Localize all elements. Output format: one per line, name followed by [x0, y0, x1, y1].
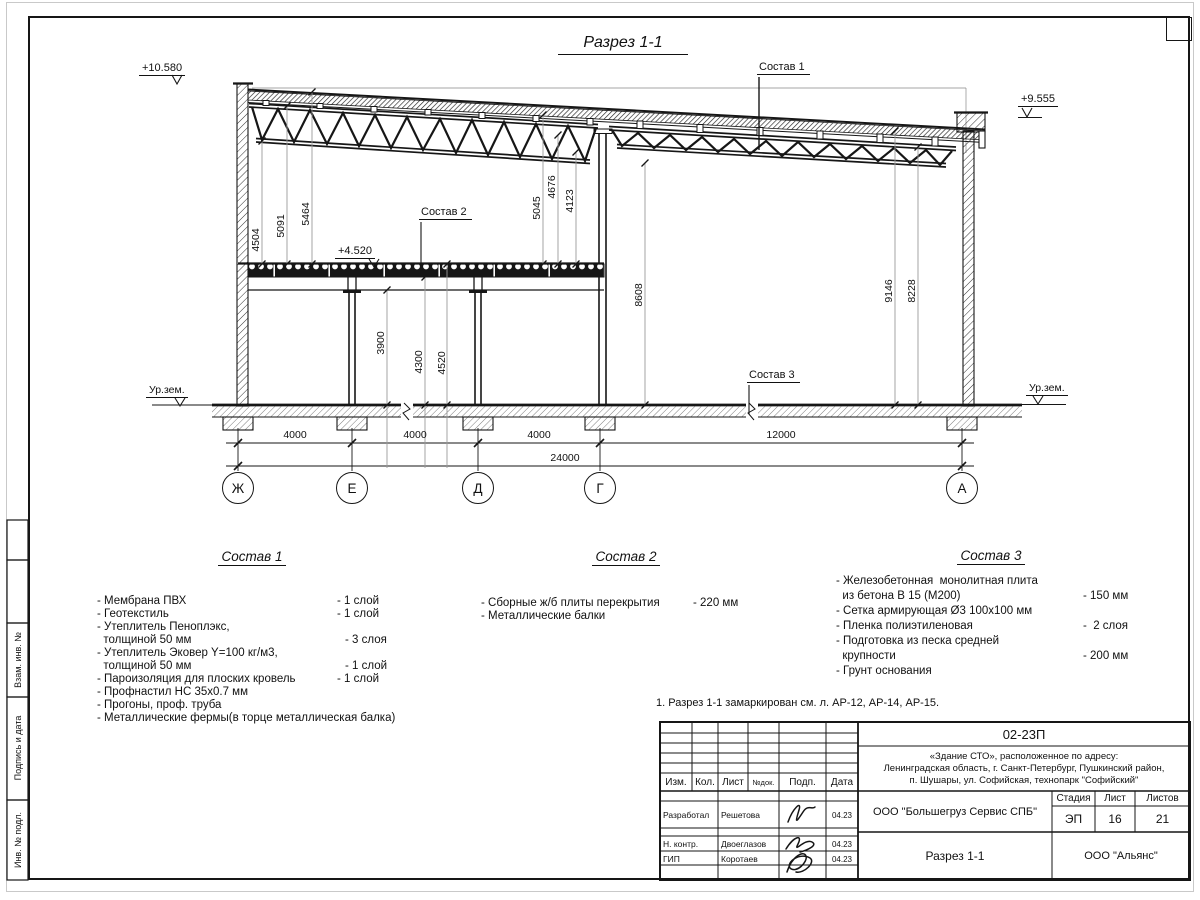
callout-sostav-2: Состав 2 — [419, 206, 472, 220]
axis-label: А — [957, 480, 967, 496]
sostav-row: - Металлические фермы(в торце металлическая балка) — [97, 712, 396, 724]
dim-12000: 12000 — [766, 429, 796, 441]
axis-bubble-a — [946, 472, 978, 504]
sostav-row: - Пароизоляция для плоских кровель - 1 слой — [97, 673, 380, 685]
elevation-roof-right: +9.555 — [1018, 93, 1058, 107]
sostav-row: - Мембрана ПВХ - 1 слой — [97, 595, 380, 607]
dim-8608: 8608 — [633, 283, 645, 307]
dim-4000-2: 4000 — [403, 429, 427, 441]
callout-sostav-1: Состав 1 — [757, 61, 810, 75]
sostav-2-title: Состав 2 — [481, 550, 771, 563]
sostav-row: - Утеплитель Пеноплэкс, — [97, 621, 230, 633]
sostav-row: толщиной 50 мм - 1 слой — [97, 660, 388, 672]
stage-label: Стадия — [1056, 793, 1091, 804]
roof-assembly — [248, 90, 985, 143]
sostav-row: - Профнастил НС 35х0.7 мм — [97, 686, 248, 698]
right-wall — [963, 131, 974, 406]
object-line: Ленинградская область, г. Санкт-Петербург, Пушкинский район, — [883, 762, 1165, 774]
note-text: 1. Разрез 1-1 замаркирован см. л. АР-12, АР-14, АР-15. — [656, 697, 940, 709]
titleblock-company: ООО "Альянс" — [1084, 850, 1158, 862]
dim-3900: 3900 — [375, 331, 387, 355]
sostav-row: - Геотекстиль - 1 слой — [97, 608, 380, 620]
sostav-row: - Сетка армирующая Ø3 100х100 мм — [836, 605, 1033, 617]
dim-4000-3: 4000 — [527, 429, 551, 441]
titleblock-doc-title: Разрез 1-1 — [925, 849, 985, 863]
axis-bubble-zh — [222, 472, 254, 504]
axis-label: Д — [473, 480, 483, 496]
axis-label: Е — [347, 480, 357, 496]
sostav-2-block — [481, 550, 771, 623]
sign-date-2: 04.23 — [831, 839, 853, 849]
dim-9146: 9146 — [883, 279, 895, 303]
dim-24000: 24000 — [550, 452, 580, 464]
sostav-row: - Утеплитель Эковер Y=100 кг/м3, — [97, 647, 278, 659]
mezzanine-slab — [238, 264, 604, 291]
titleblock-col-ndok: №док. — [752, 777, 775, 787]
sostav-row: - Прогоны, проф. труба — [97, 699, 222, 711]
titleblock-object — [858, 746, 1190, 791]
elevation-floor: +4.520 — [335, 245, 375, 259]
titleblock-code: 02-23П — [1002, 726, 1046, 742]
titleblock-org: ООО "Большегруз Сервис СПБ" — [872, 805, 1038, 818]
sheets-label: Листов — [1146, 793, 1179, 804]
dim-5464: 5464 — [300, 202, 312, 226]
sign-role-gip: ГИП — [663, 854, 680, 864]
sostav-3-block — [836, 548, 1146, 679]
dim-4520: 4520 — [436, 351, 448, 375]
sign-name-reshetova: Решетова — [721, 810, 760, 820]
sign-date-1: 04.23 — [831, 810, 853, 820]
sign-name-korotaev: Коротаев — [721, 854, 758, 864]
stage-value: ЭП — [1064, 812, 1083, 826]
sheet-label: Лист — [1104, 793, 1126, 804]
dim-4504: 4504 — [250, 228, 262, 252]
elevation-roof-left: +10.580 — [139, 62, 185, 76]
sostav-row: - Металлические балки — [481, 610, 606, 622]
dim-8228: 8228 — [906, 279, 918, 303]
dim-5091: 5091 — [275, 214, 287, 238]
dim-4300: 4300 — [413, 350, 425, 374]
sign-date-3: 04.23 — [831, 854, 853, 864]
sostav-row: крупности - 200 мм — [836, 650, 1129, 662]
titleblock-col-list: Лист — [722, 776, 744, 788]
drawing-title: Разрез 1-1 — [558, 34, 688, 55]
dim-5045: 5045 — [531, 196, 543, 220]
sostav-row: толщиной 50 мм - 3 слоя — [97, 634, 387, 646]
interior-columns — [343, 277, 487, 405]
sheets-total: 21 — [1155, 812, 1170, 826]
dim-4000-1: 4000 — [283, 429, 307, 441]
titleblock-col-data: Дата — [830, 776, 854, 788]
axis-bubble-d — [462, 472, 494, 504]
titleblock-col-izm: Изм. — [665, 776, 687, 788]
sostav-row: из бетона В 15 (М200) - 150 мм — [836, 590, 1129, 602]
sostav-row: - Железобетонная монолитная плита — [836, 575, 1038, 587]
sostav-3-title: Состав 3 — [836, 548, 1146, 563]
sidebar-label-vzam: Взам. инв. № — [13, 632, 23, 688]
dim-4676: 4676 — [546, 175, 558, 199]
sign-name-dvoeglazov: Двоеглазов — [721, 839, 767, 849]
titleblock-col-podp: Подп. — [789, 776, 816, 788]
sheet-number: 16 — [1108, 812, 1122, 826]
sostav-row: - Грунт основания — [836, 665, 932, 677]
callout-sostav-3: Состав 3 — [747, 369, 800, 383]
ground-level-left: Ур.зем. — [146, 384, 188, 398]
sign-role-nkontr: Н. контр. — [663, 839, 699, 849]
sostav-1-title: Состав 1 — [97, 550, 407, 563]
axis-bubble-g — [584, 472, 616, 504]
dim-4123: 4123 — [564, 189, 576, 213]
titleblock-col-kol: Кол. — [695, 776, 715, 788]
axis-label: Ж — [231, 480, 245, 496]
sostav-row: - Сборные ж/б плиты перекрытия - 220 мм — [481, 597, 739, 609]
dimension-chain — [226, 428, 974, 471]
sostav-1-block — [97, 550, 407, 725]
sidebar-label-podpis: Подпись и дата — [13, 715, 23, 781]
ground-level-right: Ур.зем. — [1026, 382, 1068, 396]
sidebar-label-inv: Инв. № подл. — [13, 811, 23, 869]
ground-slab — [152, 403, 1066, 430]
axis-label: Г — [596, 480, 604, 496]
sostav-row: - Подготовка из песка средней — [836, 635, 1000, 647]
axis-bubble-e — [336, 472, 368, 504]
sostav-row: - Пленка полиэтиленовая - 2 слоя — [836, 620, 1129, 632]
signature-scribbles — [786, 806, 815, 873]
sign-role-razrabotal: Разработал — [663, 810, 710, 820]
object-line: п. Шушары, ул. Софийская, технопарк "Софийский" — [909, 774, 1139, 786]
object-line: «Здание СТО», расположенное по адресу: — [929, 750, 1119, 762]
